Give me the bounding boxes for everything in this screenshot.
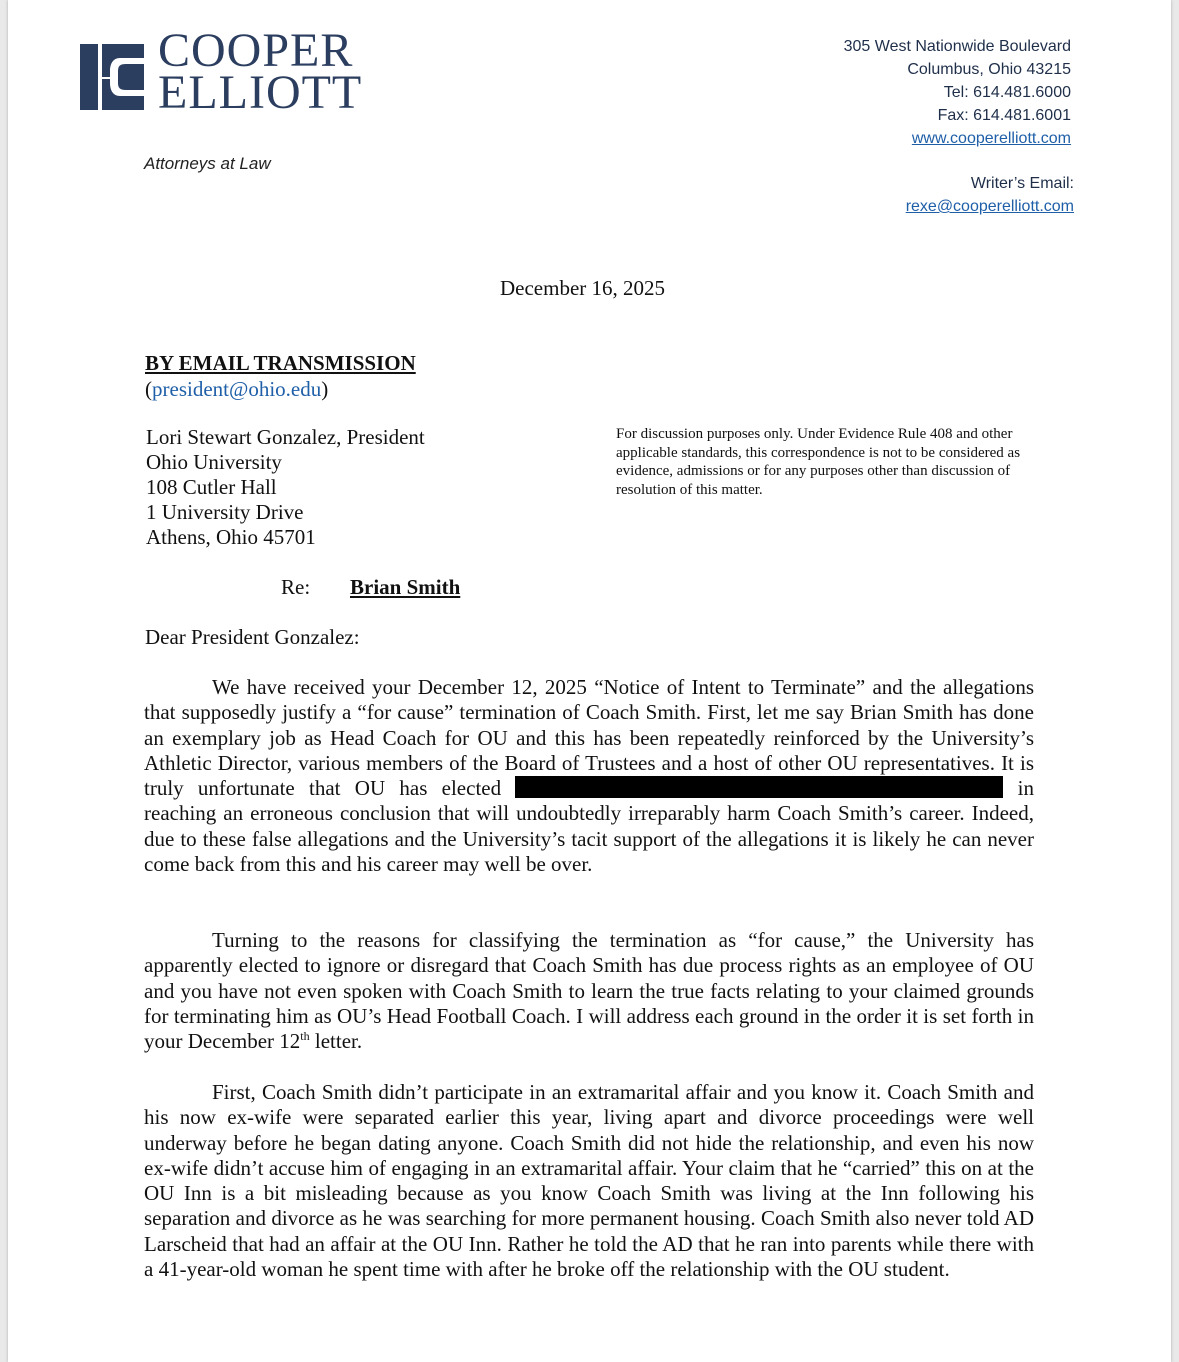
- recipient-line: Ohio University: [146, 450, 282, 474]
- street-address: 305 West Nationwide Boulevard: [843, 38, 1071, 55]
- paragraph-2: [144, 928, 1034, 1054]
- transmission-heading: BY EMAIL TRANSMISSION: [145, 351, 416, 375]
- city-address: Columbus, Ohio 43215: [907, 61, 1071, 78]
- writer-email-label: Writer’s Email:: [970, 175, 1074, 192]
- writer-email-block: [906, 172, 1074, 218]
- firm-name-line1: COOPER: [158, 24, 354, 77]
- writer-email-link[interactable]: rexe@cooperelliott.com: [905, 198, 1074, 215]
- salutation: Dear President Gonzalez:: [145, 625, 360, 649]
- paragraph-1-text-a: We have received your December 12, 2025 “Notice of Intent to Terminate” and the allegations that supposedly justify a “for cause” termination of Coach Smith. First, let me say Brian Smith has done an exemplary job as Head Coach for OU and this has been repeatedly reinforced by the University’s Athletic Director, various members of the Board of Trustees and a host of other OU representatives. It is truly unfortunate that OU has elected: [144, 675, 1034, 801]
- firm-name-line2: ELLIOTT: [158, 66, 363, 119]
- firm-address: [844, 35, 1071, 150]
- letter-date: December 16, 2025: [500, 276, 666, 300]
- ordinal-suffix: th: [300, 1029, 310, 1044]
- transmission-email: [145, 377, 328, 402]
- settlement-disclaimer: For discussion purposes only. Under Evidence Rule 408 and other applicable standards, this correspondence is not to be considered as evidence, admissions or for any purposes other than discussion of resolution of this matter.: [616, 426, 1021, 498]
- recipient-address: [146, 425, 425, 550]
- firm-name: [158, 24, 363, 119]
- recipient-line: Athens, Ohio 45701: [146, 525, 316, 549]
- redaction-bar: [687, 776, 1003, 798]
- re-label: Re:: [281, 575, 311, 599]
- paren-close: ): [321, 377, 329, 401]
- recipient-line: 108 Cutler Hall: [146, 475, 277, 499]
- letter-page: [8, 0, 1171, 1362]
- telephone: Tel: 614.481.6000: [943, 84, 1071, 101]
- firm-logo-icon: [80, 44, 144, 110]
- paragraph-3: First, Coach Smith didn’t participate in an extramarital affair and you know it. Coach Smith and his now ex-wife were separated earlier this year, living apart and divorce proceedings were well underway before he began dating anyone. Coach Smith did not hide the relationship, and even his now ex-wife didn’t accuse him of engaging in an extramarital affair. Your claim that he “carried” this on at the OU Inn is a bit misleading because as you know Coach Smith was living at the Inn following his separation and divorce as he was searching for more permanent housing. Coach Smith also never told AD Larscheid that had an affair at the OU Inn. Rather he told the AD that he ran into parents while there with a 41-year-old woman he spent time with after he broke off the relationship with the OU student.: [144, 1080, 1034, 1282]
- paragraph-2-text-a: Turning to the reasons for classifying the termination as “for cause,” the University has apparently elected to ignore or disregard that Coach Smith has due process rights as an employee of OU and you have not even spoken with Coach Smith to learn the true facts relating to your claimed grounds for terminating him as OU’s Head Football Coach. I will address each ground in the order it is set forth in your December 12: [144, 928, 1034, 1054]
- paren-open: (: [145, 377, 152, 401]
- website-link[interactable]: www.cooperelliott.com: [911, 130, 1071, 147]
- paragraph-2-text-b: letter.: [309, 1029, 363, 1054]
- recipient-line: 1 University Drive: [146, 500, 304, 524]
- firm-tagline: Attorneys at Law: [144, 154, 271, 173]
- paragraph-1: [144, 675, 1034, 877]
- redaction-bar: [515, 776, 687, 798]
- president-email-link[interactable]: president@ohio.edu: [152, 377, 322, 401]
- recipient-line: Lori Stewart Gonzalez, President: [146, 425, 425, 449]
- re-subject: Brian Smith: [350, 575, 461, 599]
- fax: Fax: 614.481.6001: [937, 107, 1071, 124]
- paragraph-1-text-b: in reaching an erroneous conclusion that will undoubtedly irreparably harm Coach Smith’s career. Indeed, due to these false allegations and the University’s tacit support of the allegations it is likely he can never come back from this and his career may well be over.: [144, 776, 1034, 877]
